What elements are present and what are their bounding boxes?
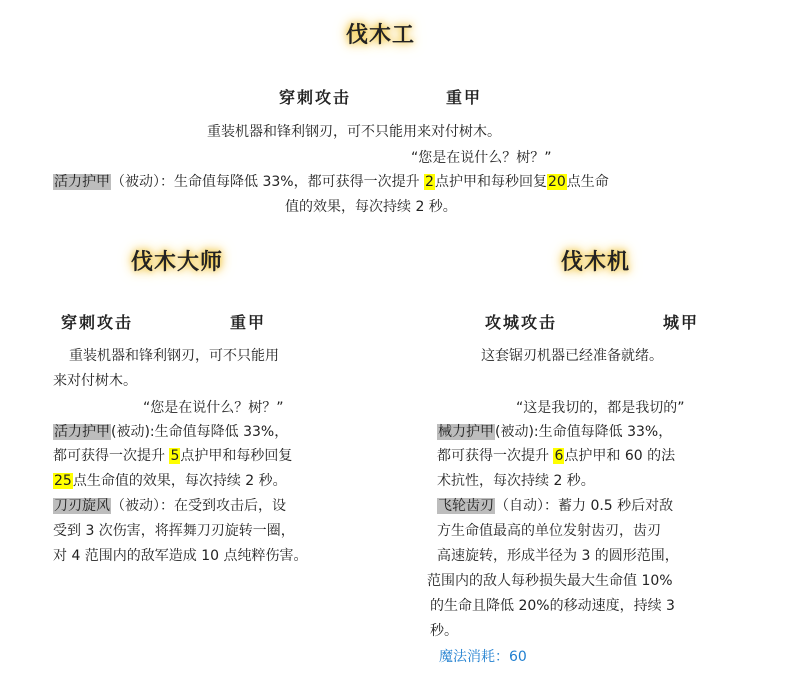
- right-ability2-line4: 范围内的敌人每秒损失最大生命值 10%: [427, 573, 673, 589]
- left-ability1-line2: 都可获得一次提升 5点护甲和每秒回复: [53, 448, 293, 464]
- left-attack-type: 穿刺攻击: [61, 313, 134, 332]
- left-ability1-line3: 25点生命值的效果，每次持续 2 秒。: [54, 473, 287, 489]
- right-mana-cost: 魔法消耗：60: [439, 649, 527, 665]
- left-ability2-line3: 对 4 范围内的敌军造成 10 点纯粹伤害。: [53, 548, 308, 564]
- right-ability2-line6: 秒。: [430, 623, 458, 639]
- left-ability2-line2: 受到 3 次伤害，将挥舞刀刃旋转一圈，: [53, 523, 295, 539]
- left-regen-value: 25: [54, 473, 72, 489]
- right-armor-value: 6: [554, 448, 564, 464]
- right-ability1-line1: 械力护甲(被动):生命值每降低 33%，: [438, 424, 673, 440]
- right-ability2-name: 飞轮齿刃: [438, 498, 494, 514]
- top-armor-type: 重甲: [446, 88, 483, 107]
- right-title: 伐木机: [561, 250, 631, 275]
- right-ability2-line5: 的生命且降低 20%的移动速度，持续 3: [430, 598, 675, 614]
- top-armor-value: 2: [425, 174, 434, 190]
- left-ability1-line1: 活力护甲(被动):生命值每降低 33%，: [54, 424, 289, 440]
- right-armor-type: 城甲: [663, 313, 700, 332]
- top-ability-line2: 值的效果，每次持续 2 秒。: [285, 199, 457, 215]
- left-armor-value: 5: [170, 448, 180, 464]
- top-regen-value: 20: [547, 174, 566, 190]
- top-title: 伐木工: [346, 23, 416, 48]
- left-ability1-name: 活力护甲: [54, 424, 110, 440]
- left-armor-type: 重甲: [230, 313, 267, 332]
- top-quote: “您是在说什么？树？”: [411, 150, 552, 166]
- left-description-2: 来对付树木。: [53, 373, 137, 389]
- top-description: 重装机器和锋利钢刃，可不只能用来对付树木。: [207, 124, 501, 140]
- left-description-1: 重装机器和锋利钢刃，可不只能用: [69, 348, 279, 364]
- top-ability-name: 活力护甲: [54, 174, 110, 190]
- right-ability2-line1: 飞轮齿刃（自动）：蓄力 0.5 秒后对敌: [438, 498, 674, 514]
- right-ability2-line2: 方生命值最高的单位发射齿刃，齿刃: [437, 523, 661, 539]
- right-ability1-line2: 都可获得一次提升 6点护甲和 60 的法: [437, 448, 676, 464]
- right-quote: “这是我切的，都是我切的”: [516, 400, 685, 416]
- left-ability2-name: 刀刃旋风: [54, 498, 110, 514]
- right-ability2-line3: 高速旋转，形成半径为 3 的圆形范围，: [437, 548, 679, 564]
- right-description: 这套锯刃机器已经准备就绪。: [481, 348, 663, 364]
- right-attack-type: 攻城攻击: [485, 313, 558, 332]
- right-ability1-line3: 术抗性，每次持续 2 秒。: [437, 473, 595, 489]
- right-ability1-name: 械力护甲: [438, 424, 494, 440]
- left-quote: “您是在说什么？树？”: [143, 400, 284, 416]
- left-title: 伐木大师: [131, 250, 224, 275]
- top-attack-type: 穿刺攻击: [279, 88, 352, 107]
- top-ability-line: 活力护甲（被动）：生命值每降低 33%，都可获得一次提升 2点护甲和每秒回复20点生命: [54, 174, 609, 190]
- left-ability2-line1: 刀刃旋风（被动）：在受到攻击后，设: [54, 498, 286, 514]
